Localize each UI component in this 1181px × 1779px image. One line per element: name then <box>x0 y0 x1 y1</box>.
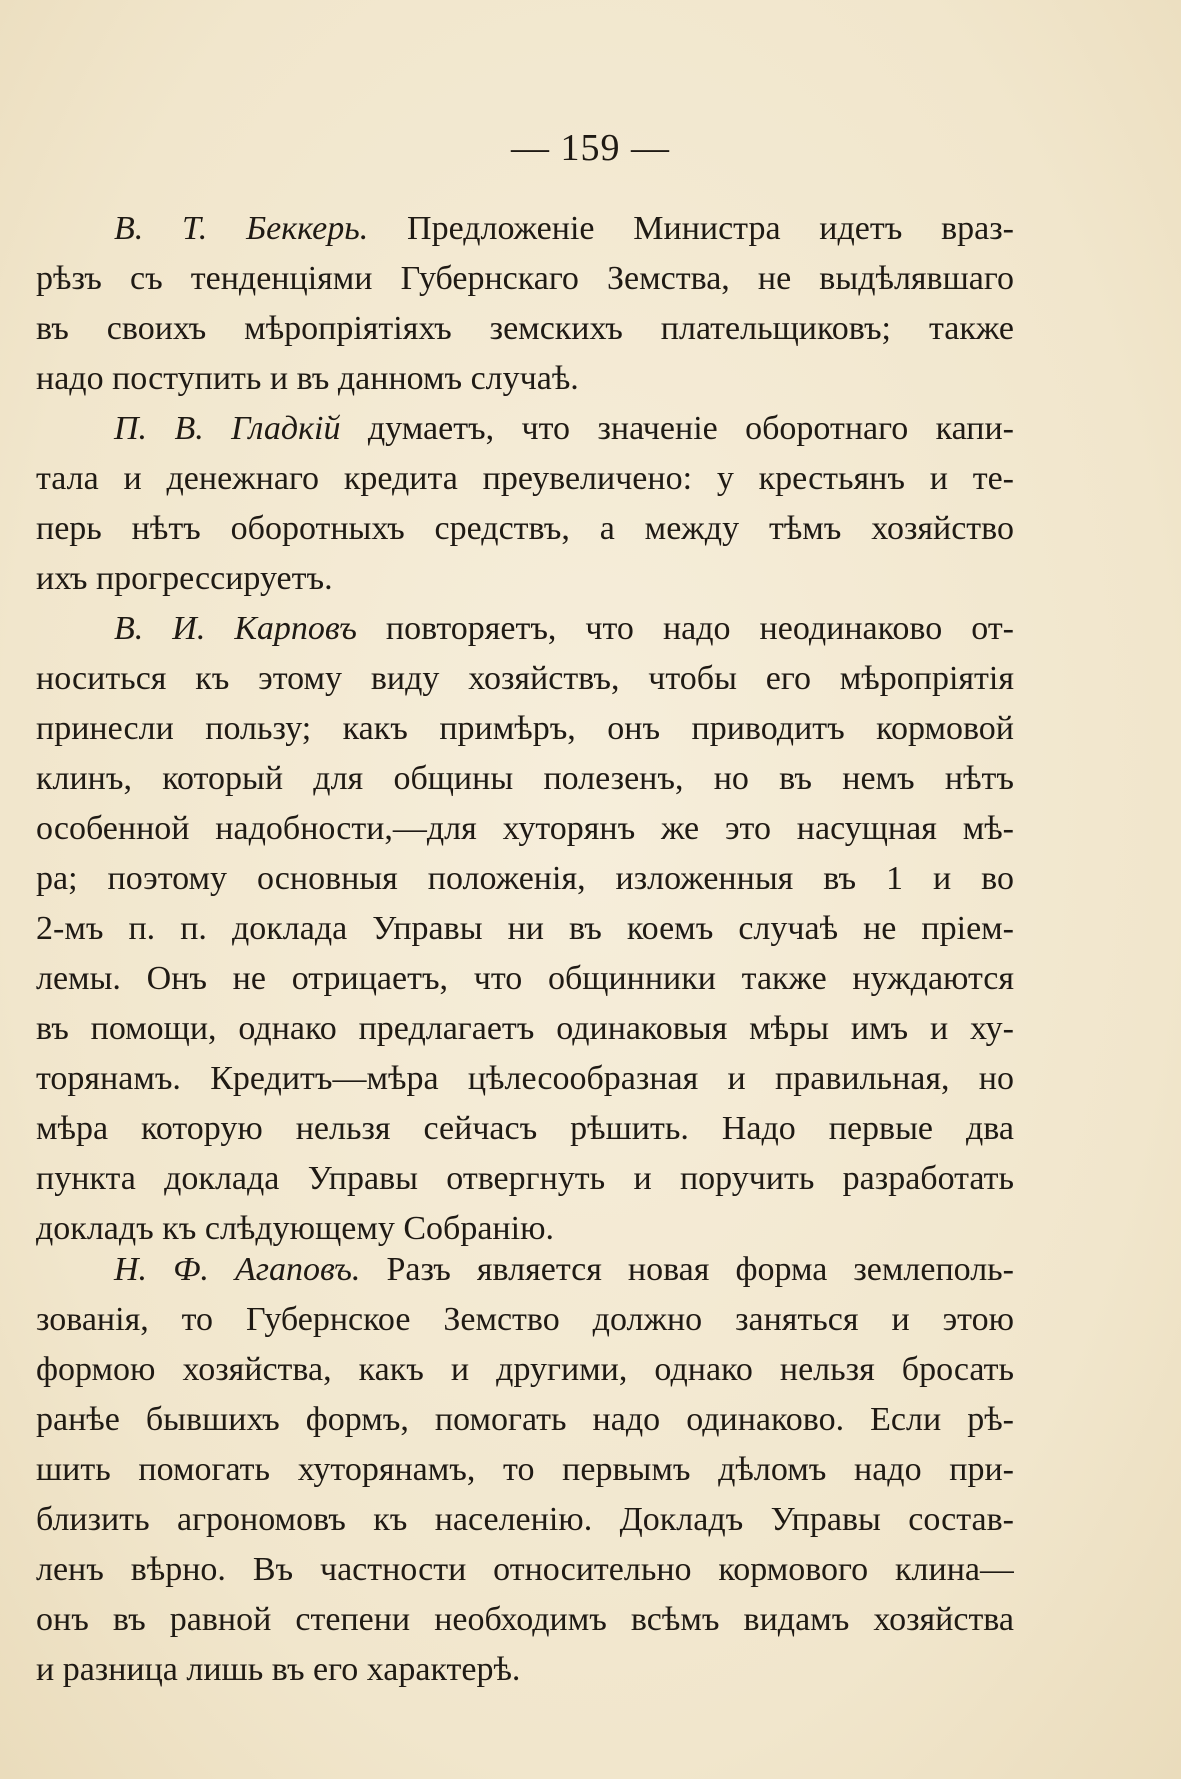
text-line <box>36 604 1014 654</box>
text-line <box>36 404 1014 454</box>
text-line: шить помогать хуторянамъ, то первымъ дѣломъ надо при- <box>36 1451 1014 1488</box>
text-line: торянамъ. Кредитъ—мѣра цѣлесообразная и правильная, но <box>36 1060 1014 1097</box>
text-line: носиться къ этому виду хозяйствъ, чтобы его мѣропріятія <box>36 660 1014 697</box>
paragraph-agapov <box>36 1245 1014 1695</box>
text-line: зованія, то Губернское Земство должно заняться и этою <box>36 1301 1014 1338</box>
text-line: и разница лишь въ его характерѣ. <box>36 1651 521 1688</box>
line-text: думаетъ, что значеніе оборотнаго капи- <box>340 410 1014 447</box>
text-line: принесли пользу; какъ примѣръ, онъ приводитъ кормовой <box>36 710 1014 747</box>
speaker-name: В. Т. Беккерь. <box>114 210 369 247</box>
text-line <box>36 1245 1014 1295</box>
text-line: рѣзъ съ тенденціями Губернскаго Земства, не выдѣлявшаго <box>36 260 1014 297</box>
text-line: формою хозяйства, какъ и другими, однако нельзя бросать <box>36 1351 1014 1388</box>
paragraph-bekker <box>36 204 1014 404</box>
page-number: — 159 — <box>511 127 670 169</box>
speaker-name: П. В. Гладкій <box>114 410 341 447</box>
text-line <box>36 204 1014 254</box>
paragraph-karpov <box>36 604 1014 1254</box>
text-line: ихъ прогрессируетъ. <box>36 560 333 597</box>
text-line: надо поступить и въ данномъ случаѣ. <box>36 360 579 397</box>
line-text: Предложеніе Министра идетъ враз- <box>368 210 1014 247</box>
text-line: мѣра которую нельзя сейчасъ рѣшить. Надо первые два <box>36 1110 1014 1147</box>
text-line: докладъ къ слѣдующему Собранію. <box>36 1210 554 1247</box>
line-text: Разъ является новая форма землеполь- <box>360 1251 1014 1288</box>
text-line: 2-мъ п. п. доклада Управы ни въ коемъ случаѣ не пріем- <box>36 910 1014 947</box>
text-line: клинъ, который для общины полезенъ, но въ немъ нѣтъ <box>36 760 1014 797</box>
text-line: ленъ вѣрно. Въ частности относительно кормового клина— <box>36 1551 1014 1588</box>
text-line: близить агрономовъ къ населенію. Докладъ Управы состав- <box>36 1501 1014 1538</box>
speaker-name: Н. Ф. Агаповъ. <box>114 1251 361 1288</box>
text-line: перь нѣтъ оборотныхъ средствъ, а между тѣмъ хозяйство <box>36 510 1014 547</box>
text-line: особенной надобности,—для хуторянъ же это насущная мѣ- <box>36 810 1014 847</box>
text-line: пункта доклада Управы отвергнуть и поручить разработать <box>36 1160 1014 1197</box>
text-line: въ помощи, однако предлагаетъ одинаковыя мѣры имъ и ху- <box>36 1010 1014 1047</box>
text-line: лемы. Онъ не отрицаетъ, что общинники также нуждаются <box>36 960 1014 997</box>
line-text: повторяетъ, что надо неодинаково от- <box>356 610 1014 647</box>
text-line: въ своихъ мѣропріятіяхъ земскихъ плательщиковъ; также <box>36 310 1014 347</box>
paragraph-gladkiy <box>36 404 1014 604</box>
text-line: ранѣе бывшихъ формъ, помогать надо одинаково. Если рѣ- <box>36 1401 1014 1438</box>
speaker-name: В. И. Карповъ <box>114 610 357 647</box>
text-line: онъ въ равной степени необходимъ всѣмъ видамъ хозяйства <box>36 1601 1014 1638</box>
text-line: тала и денежнаго кредита преувеличено: у крестьянъ и те- <box>36 460 1014 497</box>
text-line: ра; поэтому основныя положенія, изложенныя въ 1 и во <box>36 860 1014 897</box>
